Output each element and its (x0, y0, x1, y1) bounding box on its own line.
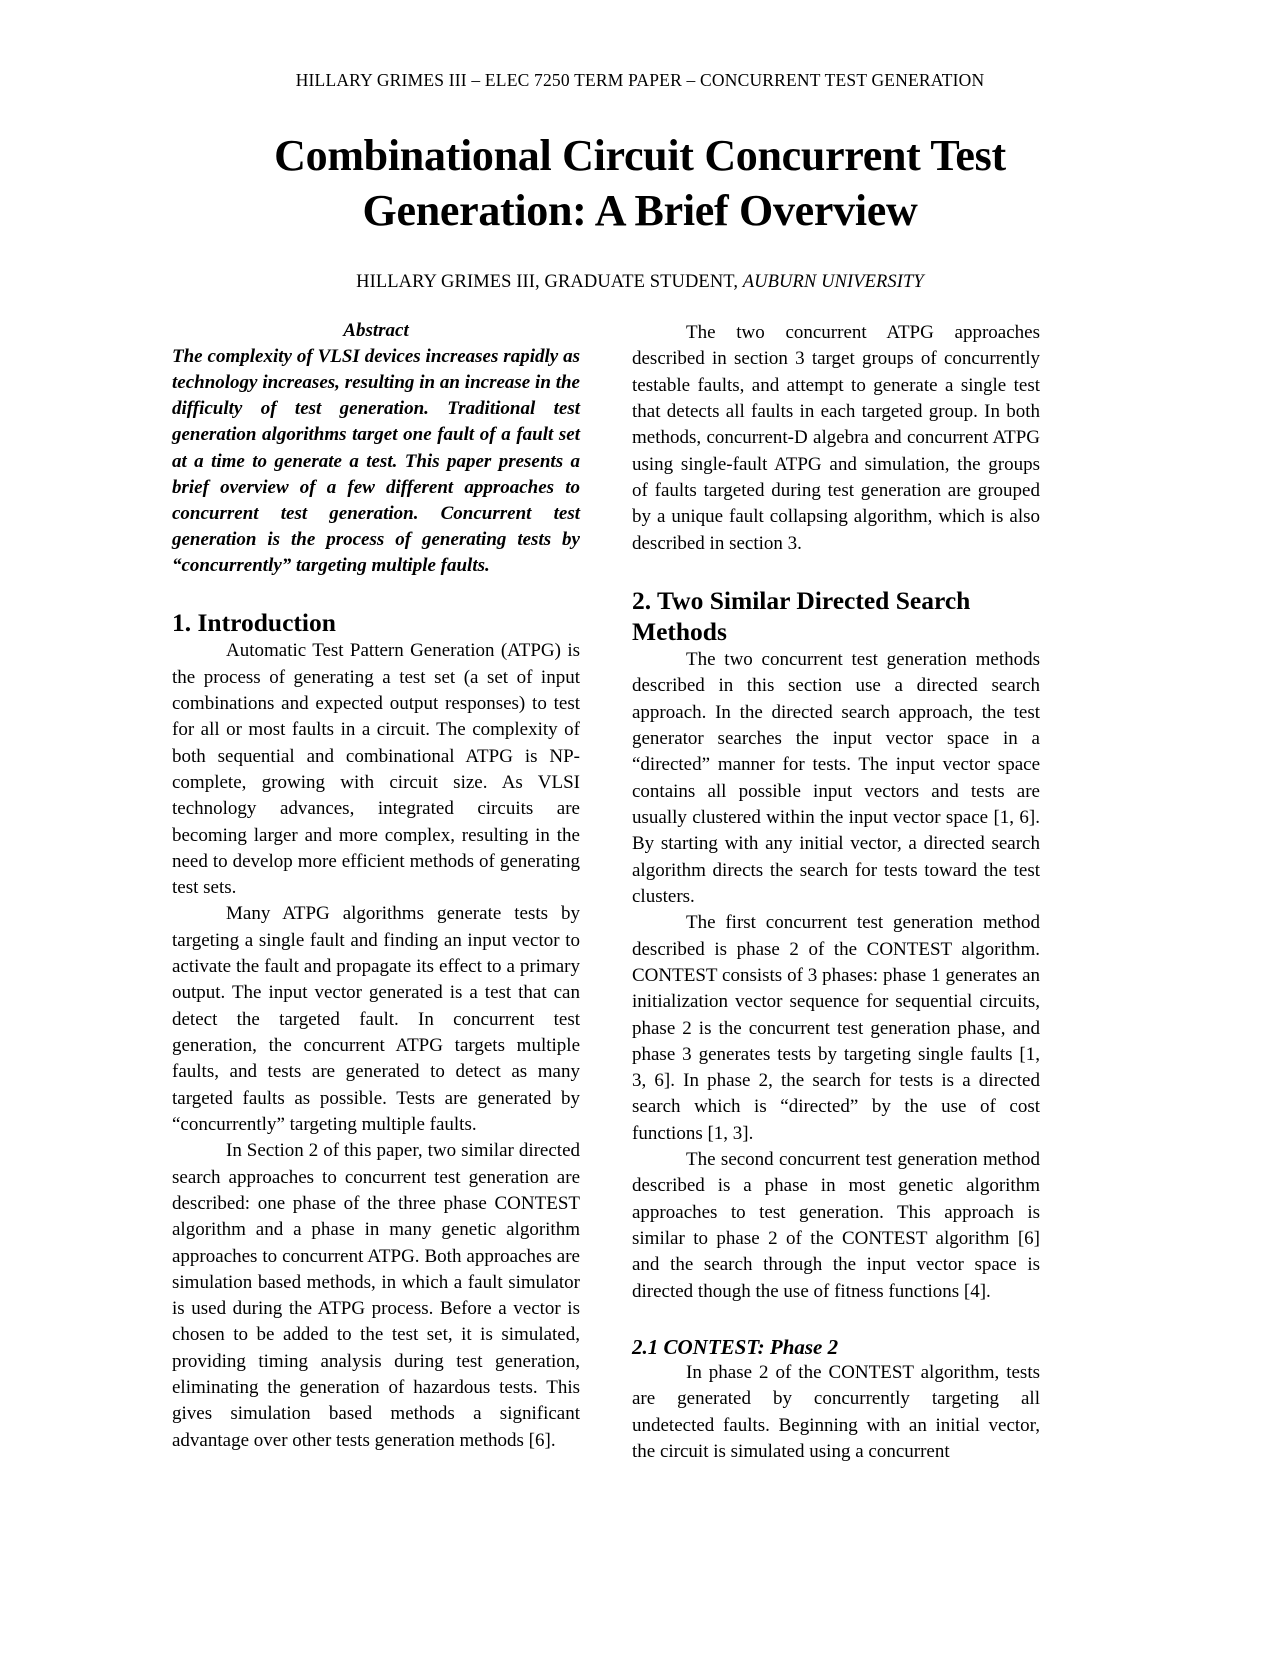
paragraph: The two concurrent test generation methods described in this section use a directed search approach. In the directed search approach, the test generator searches the input vector space in a “directed” manner for tests. The input vector space contains all possible input vectors and tests are usually clustered within the input vector space [1, 6]. By starting with any initial vector, a directed search algorithm directs the search for tests toward the test clusters. (632, 649, 1040, 907)
paragraph: In phase 2 of the CONTEST algorithm, tests are generated by concurrently targeting all undetected faults. Beginning with an initial vector, the circuit is simulated using a concurrent (632, 1362, 1040, 1463)
byline (190, 272, 1090, 293)
paragraph: The second concurrent test generation method described is a phase in most genetic algorithm approaches to test generation. This approach is similar to phase 2 of the CONTEST algorithm [6] and the search through the input vector space is directed though the use of fitness functions [4]. (632, 1149, 1040, 1302)
abstract-text: The complexity of VLSI devices increases rapidly as technology increases, resulting in an increase in the difficulty of test generation. Traditional test generation algorithms target one fault of a fault set at a time to generate a test. This paper presents a brief overview of a few different approaches to concurrent test generation. Concurrent test generation is the process of generating tests by “concurrently” targeting multiple faults. (172, 346, 580, 577)
running-head: HILLARY GRIMES III – ELEC 7250 TERM PAPER – CONCURRENT TEST GENERATION (295, 70, 985, 90)
paragraph: The two concurrent ATPG approaches described in section 3 target groups of concurrently testable faults, and attempt to generate a single test that detects all faults in each targeted group. In both methods, concurrent-D algebra and concurrent ATPG using single-fault ATPG and simulation, the groups of faults targeted during test generation are grouped by a unique fault collapsing algorithm, which is also described in section 3. (632, 322, 1040, 554)
page-title: Combinational Circuit Concurrent Test Generation: A Brief Overview (274, 131, 1006, 235)
two-column-body (172, 320, 1108, 1465)
paragraph: In Section 2 of this paper, two similar directed search approaches to concurrent test generation are described: one phase of the three phase CONTEST algorithm and a phase in many genetic algorithm approaches to concurrent ATPG. Both approaches are simulation based methods, in which a fault simulator is used during the ATPG process. Before a vector is chosen to be added to the test set, it is simulated, providing timing analysis during test generation, eliminating the generation of hazardous tests. This gives simulation based methods a significant advantage over other tests generation methods [6]. (172, 1140, 580, 1451)
title-block (0, 91, 1280, 293)
abstract-label: Abstract (343, 320, 409, 342)
section-heading-two-similar-directed-search-methods: 2. Two Similar Directed Search Methods (632, 585, 971, 647)
paragraph: Many ATPG algorithms generate tests by targeting a single fault and finding an input vector to activate the fault and propagate its effect to a primary output. The input vector generated is a test that can detect the targeted fault. In concurrent test generation, the concurrent ATPG targets multiple faults, and tests are generated to detect as many targeted faults as possible. Tests are generated by “concurrently” targeting multiple faults. (172, 903, 580, 1135)
byline-affiliation: AUBURN UNIVERSITY (742, 272, 924, 293)
subsection-heading-contest-phase-2: 2.1 CONTEST: Phase 2 (632, 1334, 839, 1359)
paragraph: The first concurrent test generation method described is phase 2 of the CONTEST algorithm. CONTEST consists of 3 phases: phase 1 generates an initialization vector sequence for sequential circuits, phase 2 is the concurrent test generation phase, and phase 3 generates tests by targeting single faults [1, 3, 6]. In phase 2, the search for tests is a directed search which is “directed” by the use of cost functions [1, 3]. (632, 912, 1040, 1144)
byline-author: HILLARY GRIMES III, GRADUATE STUDENT, (356, 272, 743, 293)
left-column (172, 320, 580, 1454)
section-heading-introduction: 1. Introduction (172, 608, 336, 638)
paragraph: Automatic Test Pattern Generation (ATPG) is the process of generating a test set (a set of input combinations and expected output responses) to test for all or most faults in a circuit. The complexity of both sequential and combinational ATPG is NP-complete, growing with circuit size. As VLSI technology advances, integrated circuits are becoming larger and more complex, resulting in the need to develop more efficient methods of generating test sets. (172, 640, 580, 899)
right-column (632, 320, 1040, 1465)
